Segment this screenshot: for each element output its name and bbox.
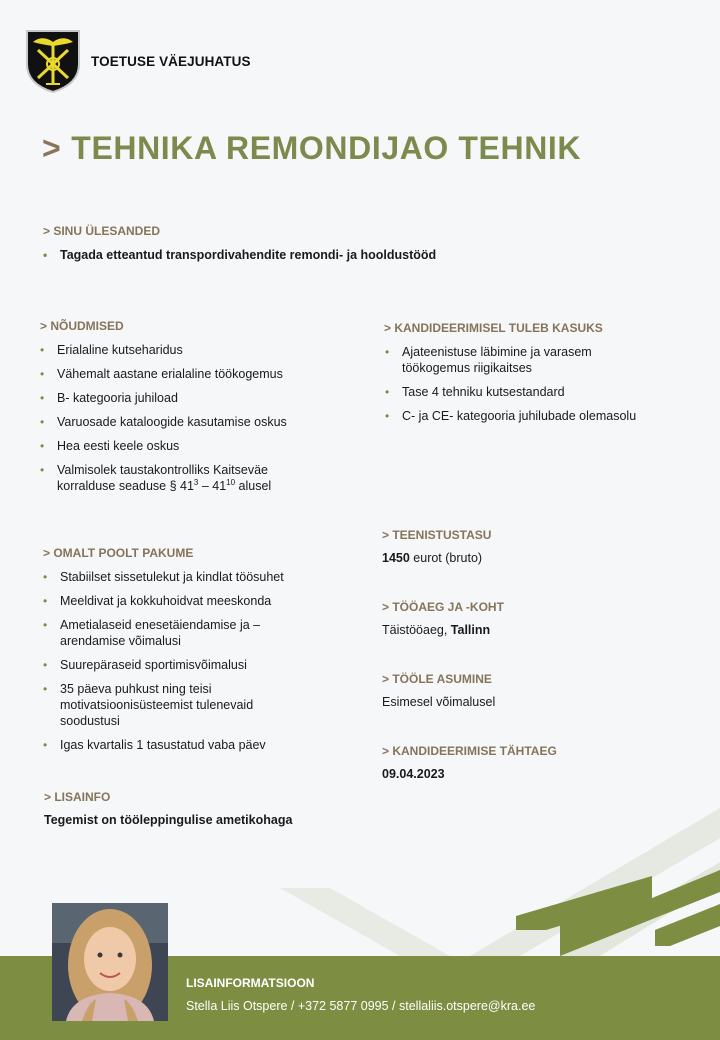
worktime-value <box>382 623 490 637</box>
tasks-heading: > SINU ÜLESANDED <box>43 224 161 238</box>
list-item: • Ajateenistuse läbimine ja varasem töökogemus riigikaitses <box>385 344 650 376</box>
list-item: • Igas kvartalis 1 tasustatud vaba päev <box>43 737 313 753</box>
superscript: 3 <box>193 477 199 487</box>
list-item: • C- ja CE- kategooria juhilubade olemasolu <box>385 408 650 424</box>
worktime-heading: > TÖÖAEG JA -KOHT <box>382 600 504 614</box>
list-item: • Vähemalt aastane erialaline töökogemus <box>40 366 340 382</box>
salary-heading: > TEENISTUSTASU <box>382 528 492 542</box>
contact-details: Stella Liis Otspere / +372 5877 0995 / stellaliis.otspere@kra.ee <box>186 999 536 1013</box>
organization-name: TOETUSE VÄEJUHATUS <box>91 54 251 69</box>
extra-value: Tegemist on tööleppingulise ametikohaga <box>44 813 293 827</box>
salary-amount: 1450 <box>382 551 410 565</box>
tasks-list <box>43 247 483 271</box>
list-item: • Stabiilset sissetulekut ja kindlat töösuhet <box>43 569 313 585</box>
list-item-background-check <box>40 462 340 494</box>
superscript: 10 <box>226 477 236 487</box>
requirements-list <box>40 342 340 502</box>
worktime-place: Tallinn <box>450 623 491 637</box>
title-arrow: > <box>42 130 62 166</box>
contact-heading: LISAINFORMATSIOON <box>186 976 315 990</box>
job-title-text: TEHNIKA REMONDIJAO TEHNIK <box>71 130 582 166</box>
salary-rest: eurot (bruto) <box>409 551 483 565</box>
offer-heading: > OMALT POOLT PAKUME <box>43 546 194 560</box>
start-value: Esimesel võimalusel <box>382 695 496 709</box>
list-item: • Suurepäraseid sportimisvõimalusi <box>43 657 313 673</box>
list-item: • Tagada etteantud transpordivahendite remondi- ja hooldustööd <box>43 247 483 263</box>
requirements-heading: > NÕUDMISED <box>40 319 124 333</box>
list-item: • Erialaline kutseharidus <box>40 342 340 358</box>
extra-heading: > LISAINFO <box>44 790 111 804</box>
worktime-type: Täistööaeg, <box>382 623 451 637</box>
advantages-list <box>385 344 650 432</box>
list-item: • Tase 4 tehniku kutsestandard <box>385 384 650 400</box>
list-item: • Ametialaseid enesetäiendamise ja – arendamise võimalusi <box>43 617 313 649</box>
deadline-value: 09.04.2023 <box>382 767 445 781</box>
salary-value <box>382 551 482 565</box>
list-item: • Hea eesti keele oskus <box>40 438 340 454</box>
offer-list <box>43 569 313 761</box>
coat-of-arms-icon <box>24 28 82 94</box>
contact-photo <box>52 903 168 1021</box>
range-dash: – 41 <box>198 479 227 493</box>
start-heading: > TÖÖLE ASUMINE <box>382 672 492 686</box>
list-item: • Meeldivat ja kokkuhoidvat meeskonda <box>43 593 313 609</box>
list-item: • Varuosade kataloogide kasutamise oskus <box>40 414 340 430</box>
list-item: • B- kategooria juhiload <box>40 390 340 406</box>
job-title <box>42 130 581 167</box>
background-check-line2: korralduse seaduse § 41 <box>57 479 194 493</box>
deadline-heading: > KANDIDEERIMISE TÄHTAEG <box>382 744 557 758</box>
list-item: • 35 päeva puhkust ning teisi motivatsioonisüsteemist tulenevaid soodustusi <box>43 681 313 729</box>
background-check-line1: Valmisolek taustakontrolliks Kaitseväe <box>57 463 268 477</box>
background-check-suffix: alusel <box>235 479 272 493</box>
advantages-heading: > KANDIDEERIMISEL TULEB KASUKS <box>384 321 603 335</box>
